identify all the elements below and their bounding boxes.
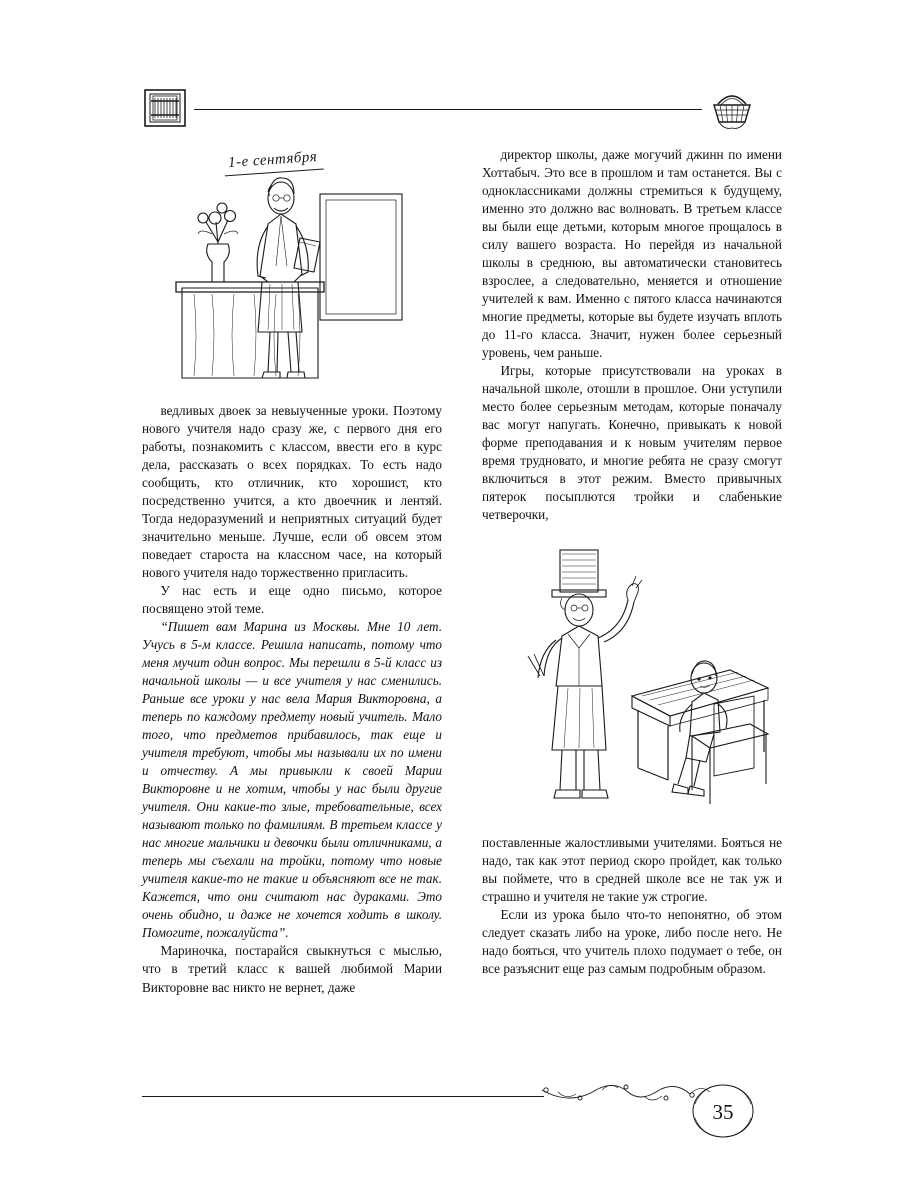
- paragraph: Если из урока было что-то непонятно, об этом следует сказать либо на уроке, либо после него. Не надо бояться, что учитель плохо подумает о тебе, он все разъяснит еще раз самым подробным образом.: [482, 907, 782, 977]
- teacher-at-blackboard-illustration: [142, 146, 442, 394]
- paragraph: У нас есть и еще одно письмо, которое посвящено этой теме.: [142, 583, 442, 617]
- teacher-drawing-svg: [142, 146, 442, 394]
- left-column-body: [142, 402, 442, 997]
- page-header: [142, 86, 760, 132]
- header-divider-rule: [194, 109, 702, 110]
- handwritten-caption: 1-е сентября: [227, 147, 317, 174]
- paragraph: Мариночка, постарайся свыкнуться с мыслью, что в третий класс к вашей любимой Марии Викторовне вас никто не вернет, даже: [142, 943, 442, 995]
- classroom-drawing-svg: [482, 536, 782, 826]
- footer-divider-rule: [142, 1096, 544, 1097]
- letter-quote-paragraph: “Пишет вам Марина из Москвы. Мне 10 лет. Учусь в 5-м классе. Решила написать, потому что меня мучит один вопрос. Мы перешли в 5-й класс из начальной школы — и все учителя у нас сменились. Раньше все уроки у нас вела Мария Викторовна, а теперь по каждому предмету новый учитель. Мало того, что предметов прибавилось, так еще и учителя требуют, чтобы мы называли их по имени и отчеству. А мы привыкли к своей Марии Викторовне и не хотим, чтобы у нас были другие учителя. Они какие-то злые, требовательные, всех называют только по фамилиям. В третьем классе у нас многие мальчики и девочки были отличниками, а теперь мы съехали на тройки, потому что новые учителя какие-то не такие и объясняют все не так. Кажется, что они считают нас дураками. Это очень обидно, и даже не хочется ходить в школу. Помогите, пожалуйста”.: [142, 619, 442, 941]
- page-footer: [142, 1086, 760, 1146]
- paragraph: Игры, которые присутствовали на уроках в начальной школе, отошли в прошлое. Они уступили место более серьезным методам, которые поначалу вас могут напугать. Конечно, привыкать к новой форме преподавания и к новым учителям первое время трудновато, и многие ребята не сразу смогут включиться в этот режим. Вместо привычных пятерок посыплются тройки и слабенькие четверочки,: [482, 363, 782, 523]
- paragraph: директор школы, даже могучий джинн по имени Хоттабыч. Это все в прошлом и там останется. Вы с одноклассниками должны стремиться к будущему, именно это должно вас волновать. В третьем классе вы были еще детьми, которым многое прощалось в силу вашего возраста. Но перейдя из начальной школы в среднюю, вы автоматически становитесь взрослее, а следовательно, меняется и отношение учителей к вам. Именно с пятого класса начинаются многие предметы, которые вы будете изучать вплоть до 11-го класса. Значит, нужен более серьезный уровень, чем раньше.: [482, 147, 782, 361]
- spool-of-thread-icon: [142, 86, 188, 130]
- paragraph: ведливых двоек за невыученные уроки. Поэтому нового учителя надо сразу же, с первого дня его работы, познакомить с классом, ввести его в курс дела, рассказать о всех порядках. То есть надо сообщить, кто отличник, кто хорошист, кто посредственно учится, а кто двоечник и лентяй. Тогда недоразумений и неприятных ситуаций будет значительно меньше. Лучше, если об овсем этом поведает староста на классном часе, на который нового учителя надо торжественно пригласить.: [142, 403, 442, 581]
- paragraph: поставленные жалостливыми учителями. Бояться не надо, так как этот период скоро пройдет, как только вы поймете, что в средней школе все не так уж и страшно и учителя не такие уж строгие.: [482, 835, 782, 905]
- teacher-and-pupil-illustration: [482, 536, 782, 826]
- page-number: 35: [712, 1100, 734, 1124]
- left-text-column: [142, 146, 442, 997]
- right-text-column: [482, 146, 782, 978]
- wicker-basket-icon: [704, 84, 760, 132]
